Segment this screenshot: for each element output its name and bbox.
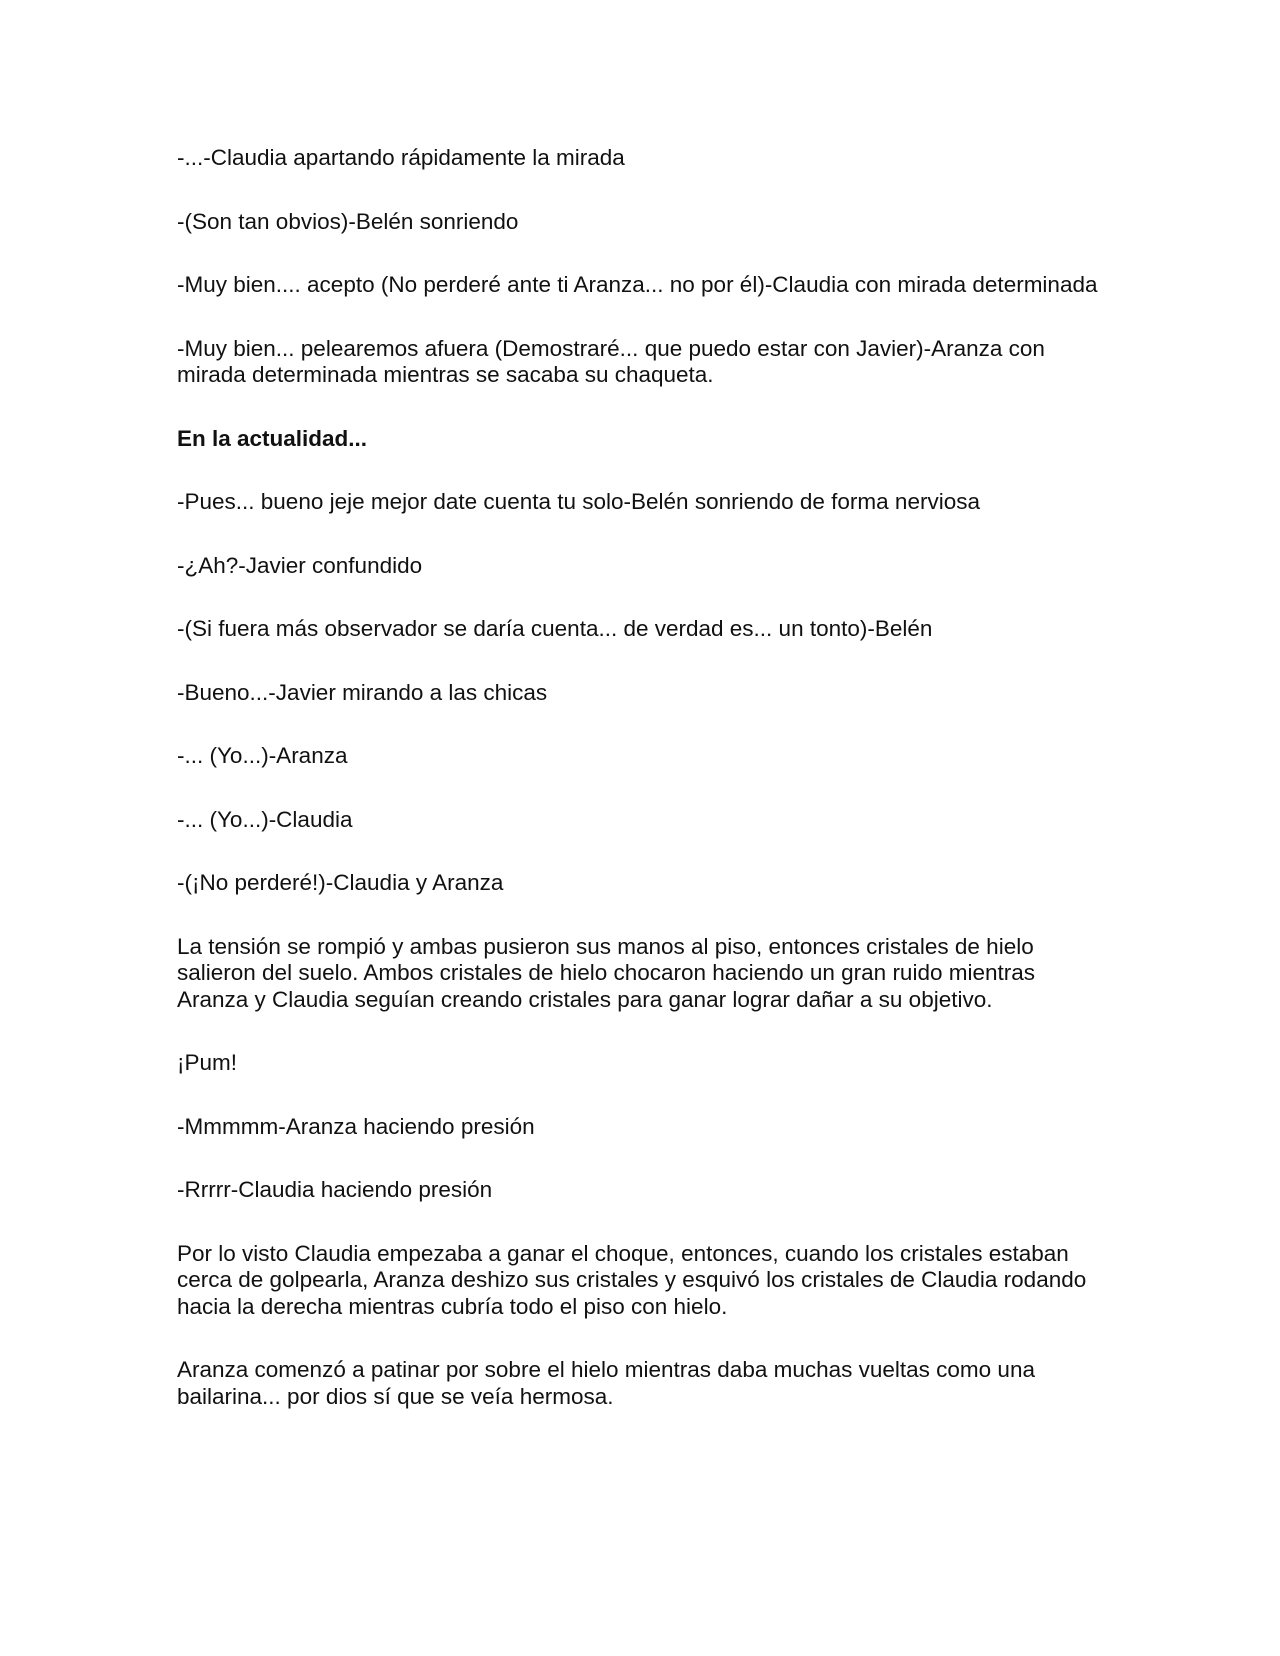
paragraph: La tensión se rompió y ambas pusieron sus manos al piso, entonces cristales de hielo salieron del suelo. Ambos cristales de hielo chocaron haciendo un gran ruido mientras Aranza y Claudia seguían creando cristales para ganar lograr dañar a su objetivo. <box>177 933 1035 1012</box>
paragraph: -Pues... bueno jeje mejor date cuenta tu solo-Belén sonriendo de forma nerviosa <box>177 489 980 514</box>
paragraph: -Rrrrr-Claudia haciendo presión <box>177 1177 493 1202</box>
paragraph: -Muy bien... pelearemos afuera (Demostraré... que puedo estar con Javier)-Aranza con mirada determinada mientras se sacaba su chaqueta. <box>177 335 1045 387</box>
paragraph: -... (Yo...)-Aranza <box>177 743 348 768</box>
paragraph: -Mmmmm-Aranza haciendo presión <box>177 1113 535 1139</box>
paragraph: -¿Ah?-Javier confundido <box>177 552 423 578</box>
paragraph: -Muy bien.... acepto (No perderé ante ti Aranza... no por él)-Claudia con mirada determinada <box>177 272 1098 297</box>
document-body <box>177 145 1102 1447</box>
paragraph: -...-Claudia apartando rápidamente la mirada <box>177 145 625 170</box>
paragraph: ¡Pum! <box>177 1050 238 1075</box>
paragraph: -... (Yo...)-Claudia <box>177 806 353 832</box>
paragraph: -(¡No perderé!)-Claudia y Aranza <box>177 870 504 895</box>
section-heading: En la actualidad... <box>177 425 368 451</box>
paragraph: -(Son tan obvios)-Belén sonriendo <box>177 208 519 234</box>
paragraph: Por lo visto Claudia empezaba a ganar el choque, entonces, cuando los cristales estaban cerca de golpearla, Aranza deshizo sus cristales y esquivó los cristales de Claudia rodando hacia la derecha mientras cubría todo el piso con hielo. <box>177 1240 1087 1319</box>
paragraph: -(Si fuera más observador se daría cuenta... de verdad es... un tonto)-Belén <box>177 616 933 641</box>
paragraph: Aranza comenzó a patinar por sobre el hielo mientras daba muchas vueltas como una bailarina... por dios sí que se veía hermosa. <box>177 1357 1035 1409</box>
paragraph: -Bueno...-Javier mirando a las chicas <box>177 679 548 705</box>
